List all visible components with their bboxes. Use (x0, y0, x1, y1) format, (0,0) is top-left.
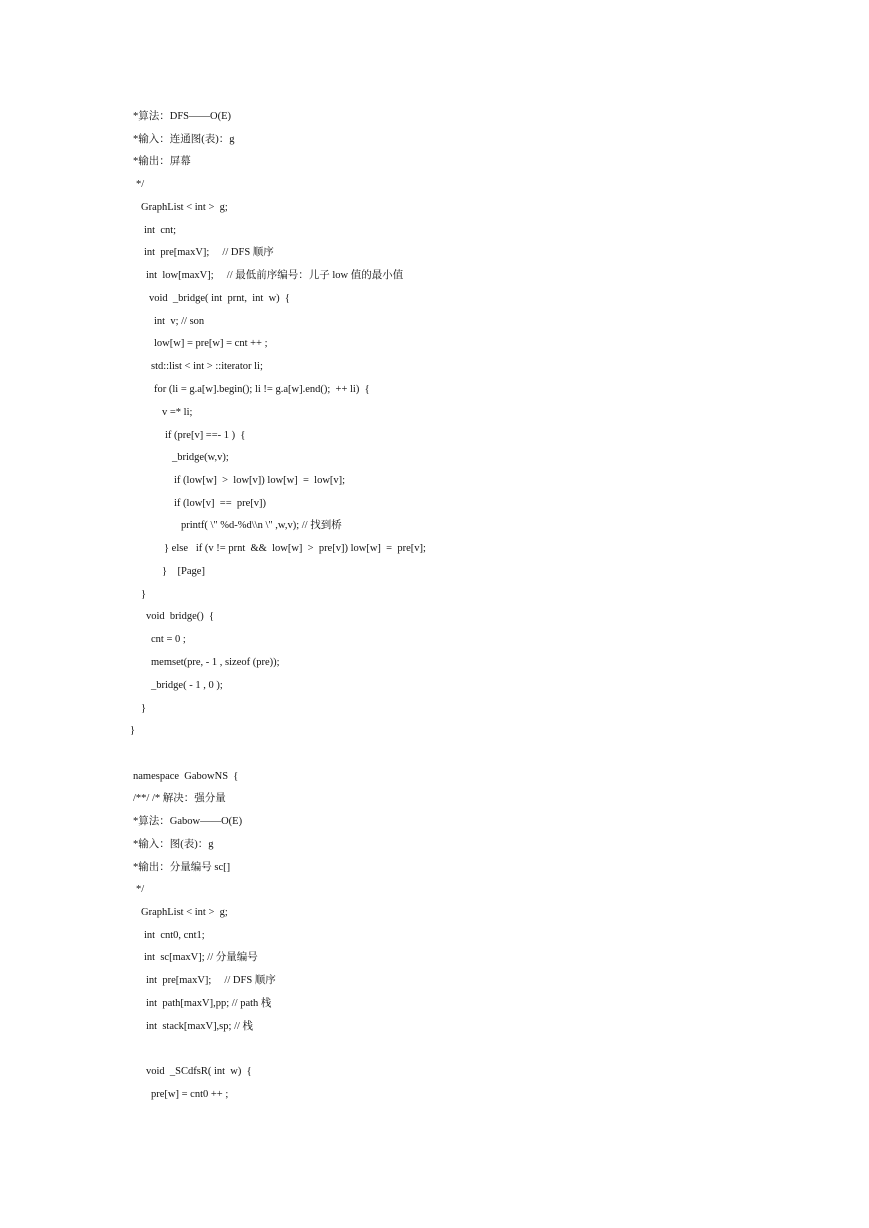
code-line: } (141, 703, 147, 714)
code-line: } (130, 725, 136, 736)
code-line: int cnt; (144, 225, 177, 236)
code-line: *输出：分量编号 sc[] (133, 862, 231, 873)
code-line: void _SCdfsR( int w) { (146, 1066, 252, 1077)
code-line: *输入：连通图(表)：g (133, 134, 235, 145)
code-line: int low[maxV]; // 最低前序编号：儿子 low 值的最小值 (146, 270, 404, 281)
code-line: */ (136, 884, 145, 895)
code-line: if (low[w] > low[v]) low[w] = low[v]; (174, 475, 346, 486)
code-line: *输出：屏幕 (133, 156, 191, 167)
code-line: int pre[maxV]; // DFS 顺序 (144, 247, 274, 258)
code-line: } else if (v != prnt && low[w] > pre[v]) low[w] = pre[v]; (164, 543, 426, 554)
code-line: GraphList < int > g; (141, 202, 228, 213)
code-line: } (141, 589, 147, 600)
code-line: int sc[maxV]; // 分量编号 (144, 952, 258, 963)
code-line: *输入：图(表)：g (133, 839, 214, 850)
code-line: *算法：Gabow——O(E) (133, 816, 243, 827)
code-line: int v; // son (154, 316, 205, 327)
code-line: pre[w] = cnt0 ++ ; (151, 1089, 229, 1100)
code-line: for (li = g.a[w].begin(); li != g.a[w].end(); ++ li) { (154, 384, 370, 395)
code-line: int pre[maxV]; // DFS 顺序 (146, 975, 276, 986)
code-line: _bridge(w,v); (172, 452, 229, 463)
code-line: void _bridge( int prnt, int w) { (149, 293, 290, 304)
code-line: */ (136, 179, 145, 190)
code-line: v =* li; (162, 407, 193, 418)
code-line: /**/ /* 解决：强分量 (133, 793, 226, 804)
code-line: std::list < int > ::iterator li; (151, 361, 263, 372)
code-line: void bridge() { (146, 611, 215, 622)
code-line: int cnt0, cnt1; (144, 930, 205, 941)
code-line: } [Page] (162, 566, 205, 577)
code-line: GraphList < int > g; (141, 907, 228, 918)
code-line: *算法：DFS——O(E) (133, 111, 232, 122)
code-line: cnt = 0 ; (151, 634, 186, 645)
code-line: int stack[maxV],sp; // 栈 (146, 1021, 254, 1032)
code-line: low[w] = pre[w] = cnt ++ ; (154, 338, 268, 349)
code-line: printf( \" %d-%d\\n \" ,w,v); // 找到桥 (181, 520, 342, 531)
code-line: if (low[v] == pre[v]) (174, 498, 267, 509)
code-line: int path[maxV],pp; // path 栈 (146, 998, 272, 1009)
code-line: if (pre[v] ==- 1 ) { (165, 430, 246, 441)
code-line: _bridge( - 1 , 0 ); (151, 680, 223, 691)
code-line: namespace GabowNS { (133, 771, 239, 782)
code-line: memset(pre, - 1 , sizeof (pre)); (151, 657, 280, 668)
